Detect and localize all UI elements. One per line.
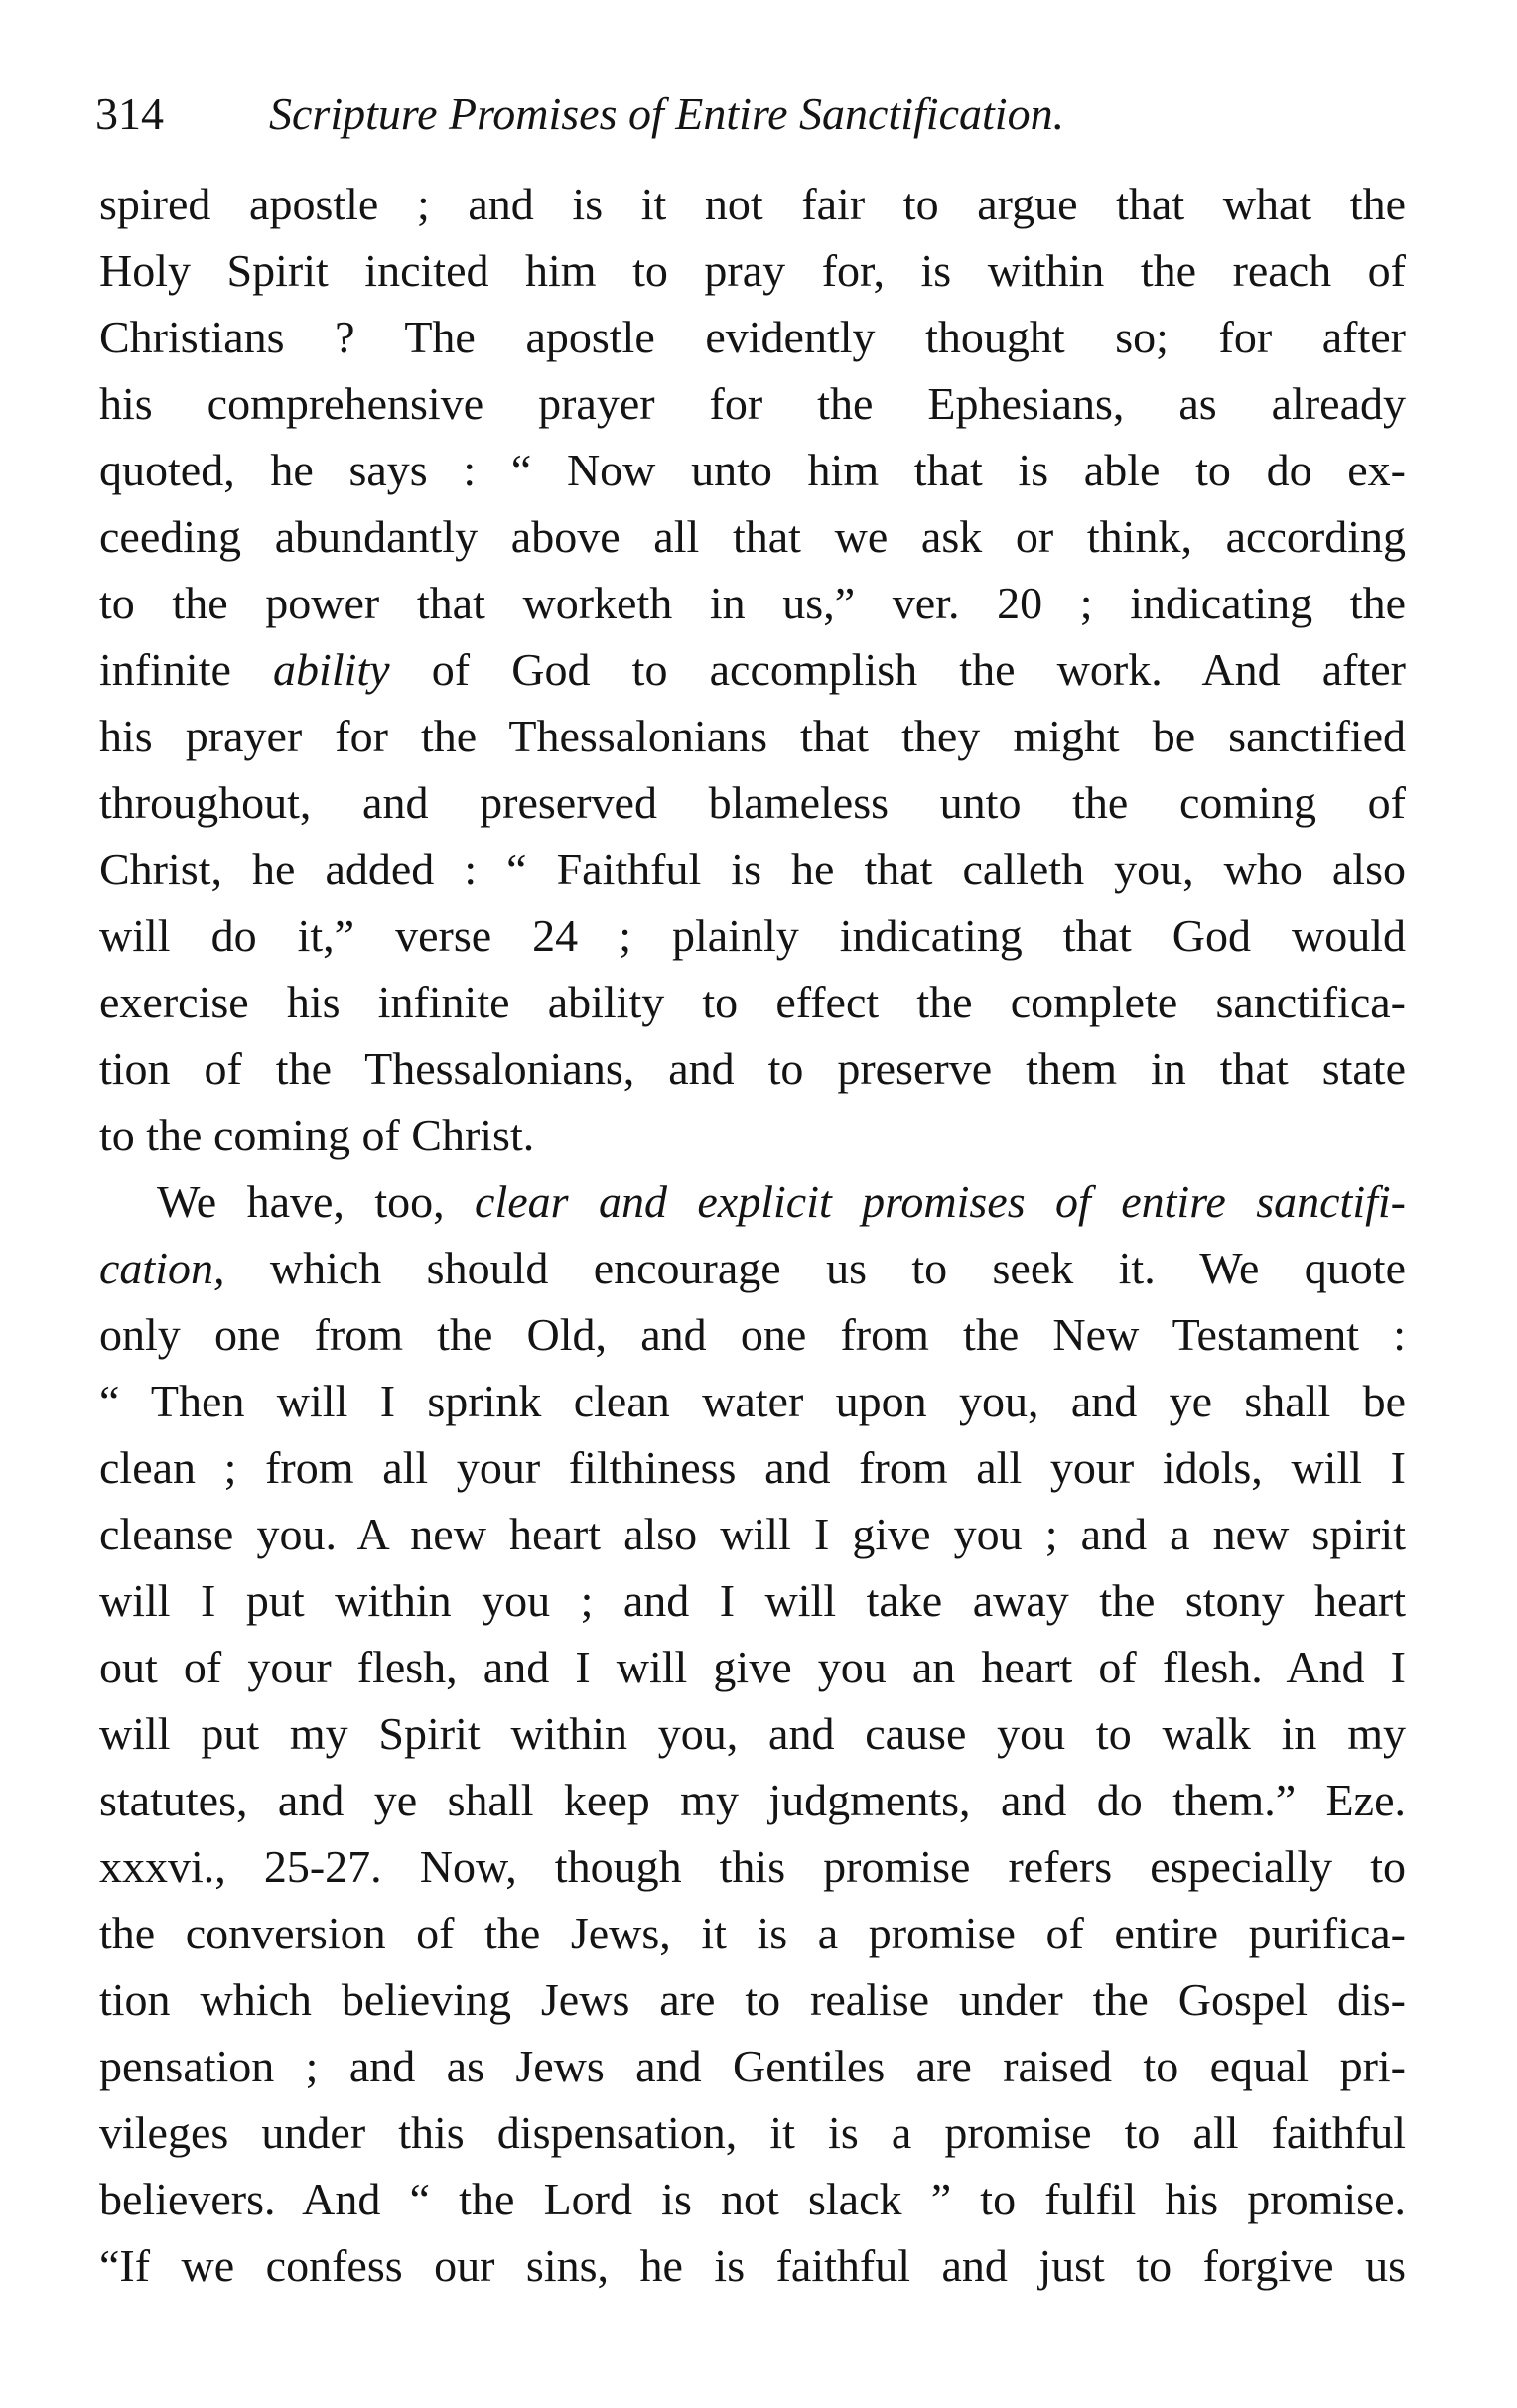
text-line: [99, 172, 1406, 237]
text-line: [99, 637, 1406, 703]
text-run: his prayer for the Thessalonians that they might be sanctified: [99, 711, 1406, 761]
text-line: [99, 704, 1406, 769]
text-line: [99, 1502, 1406, 1567]
running-title: Scripture Promises of Entire Sanctification.: [269, 88, 1065, 139]
text-line: [99, 1967, 1406, 2033]
text-line: [99, 1302, 1406, 1368]
text-run: throughout, and preserved blameless unto the coming of: [99, 777, 1406, 828]
text-run: tion of the Thessalonians, and to preserve them in that state: [99, 1043, 1406, 1094]
text-run: which should encourage us to seek it. We quote: [224, 1243, 1406, 1293]
italic-text-run: ability: [273, 644, 390, 695]
text-run: ceeding abundantly above all that we ask or think, according: [99, 511, 1406, 562]
text-line: [99, 371, 1406, 437]
text-run: statutes, and ye shall keep my judgments, and do them.” Eze.: [99, 1775, 1406, 1825]
text-line: [99, 1435, 1406, 1501]
text-line: [99, 903, 1406, 969]
italic-text-run: cation,: [99, 1243, 225, 1293]
text-run: exercise his infinite ability to effect the complete sanctifica-: [99, 977, 1406, 1027]
text-line: [99, 1568, 1406, 1634]
text-run: vileges under this dispensation, it is a promise to all faithful: [99, 2107, 1406, 2158]
text-line: [99, 1768, 1406, 1833]
text-run: out of your flesh, and I will give you an heart of flesh. And I: [99, 1642, 1406, 1692]
text-run: will I put within you ; and I will take away the stony heart: [99, 1575, 1406, 1626]
text-line: [99, 2034, 1406, 2099]
text-line: [99, 1103, 1406, 1168]
text-run: cleanse you. A new heart also will I give you ; and a new spirit: [99, 1509, 1406, 1559]
text-line: [99, 2100, 1406, 2166]
text-line: [99, 2167, 1406, 2232]
text-line: [99, 504, 1406, 570]
text-line: [99, 1901, 1406, 1966]
text-line: [157, 1169, 1406, 1235]
text-run: will do it,” verse 24 ; plainly indicating that God would: [99, 910, 1406, 961]
text-run: his comprehensive prayer for the Ephesians, as already: [99, 378, 1406, 429]
text-run: of God to accomplish the work. And after: [389, 644, 1407, 695]
text-line: [99, 2233, 1406, 2299]
text-line: [99, 438, 1406, 503]
text-run: tion which believing Jews are to realise under the Gospel dis-: [99, 1974, 1406, 2025]
text-run: infinite: [99, 644, 274, 695]
text-run: the conversion of the Jews, it is a promise of entire purifica-: [99, 1908, 1406, 1958]
text-line: [99, 238, 1406, 304]
text-run: believers. And “ the Lord is not slack ” to fulfil his promise.: [99, 2174, 1406, 2224]
text-line: [99, 571, 1406, 636]
page-header: [95, 79, 1416, 149]
text-line: [99, 1236, 1406, 1301]
text-run: clean ; from all your filthiness and from all your idols, will I: [99, 1442, 1406, 1493]
text-line: [99, 305, 1406, 370]
text-line: [99, 1635, 1406, 1700]
text-run: to the power that worketh in us,” ver. 20 ; indicating the: [99, 578, 1406, 628]
text-run: xxxvi., 25-27. Now, though this promise refers especially to: [99, 1841, 1406, 1892]
text-line: [99, 1701, 1406, 1767]
text-run: to the coming of Christ.: [99, 1110, 535, 1160]
text-run: “If we confess our sins, he is faithful and just to forgive us: [99, 2240, 1406, 2291]
text-run: quoted, he says : “ Now unto him that is able to do ex-: [99, 445, 1406, 495]
page-number: 314: [95, 88, 164, 139]
text-line: [99, 1834, 1406, 1900]
text-run: spired apostle ; and is it not fair to argue that what the: [99, 179, 1406, 229]
text-run: Christ, he added : “ Faithful is he that calleth you, who also: [99, 844, 1406, 894]
text-line: [99, 1369, 1406, 1434]
text-line: [99, 970, 1406, 1035]
italic-text-run: clear and explicit promises of entire sanctifi-: [475, 1176, 1406, 1227]
text-run: Christians ? The apostle evidently thought so; for after: [99, 312, 1406, 362]
text-run: pensation ; and as Jews and Gentiles are raised to equal pri-: [99, 2041, 1406, 2091]
text-line: [99, 770, 1406, 836]
text-line: [99, 1036, 1406, 1102]
text-run: will put my Spirit within you, and cause you to walk in my: [99, 1708, 1406, 1759]
text-run: Holy Spirit incited him to pray for, is within the reach of: [99, 245, 1406, 296]
text-run: We have, too,: [157, 1176, 476, 1227]
text-run: “ Then will I sprink clean water upon you, and ye shall be: [99, 1376, 1406, 1426]
text-line: [99, 837, 1406, 902]
text-run: only one from the Old, and one from the New Testament :: [99, 1309, 1406, 1360]
